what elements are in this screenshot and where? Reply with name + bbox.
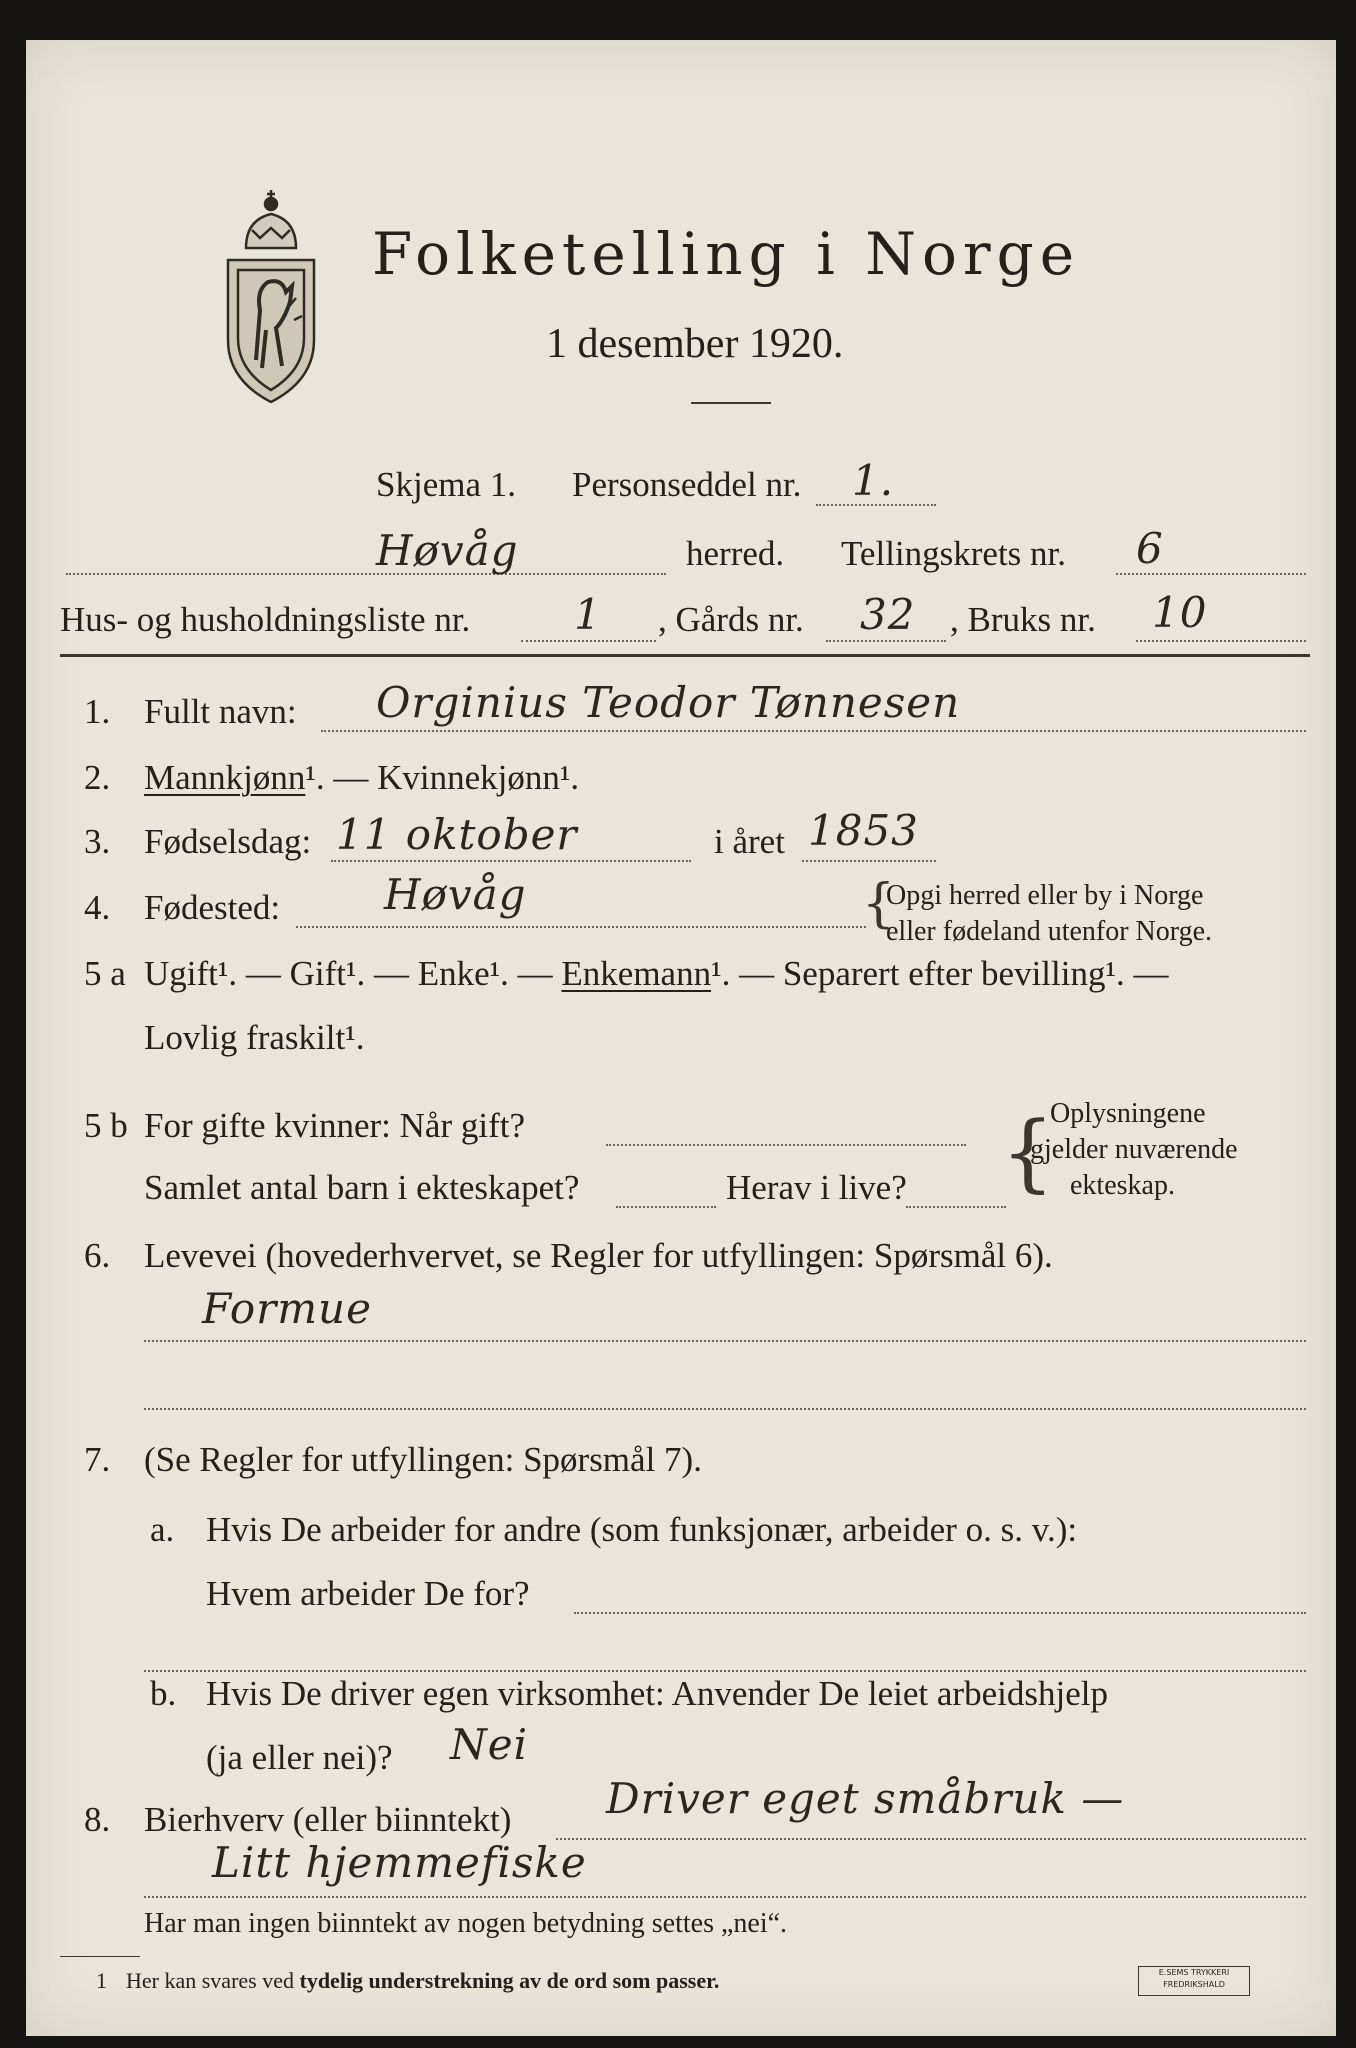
husliste-line (521, 640, 656, 642)
q7b-line1: Hvis De driver egen virksomhet: Anvender De leiet arbeidshjelp (206, 1674, 1108, 1713)
footnote-mark: 1 (96, 1968, 107, 1993)
q6-number: 6. (84, 1236, 111, 1275)
q7-label: (Se Regler for utfyllingen: Spørsmål 7). (144, 1440, 702, 1479)
q3-line (331, 860, 691, 862)
q4-note-line1: Opgi herred eller by i Norge (886, 880, 1204, 911)
q3-year-label: i året (714, 822, 785, 861)
q7b-letter: b. (150, 1674, 177, 1713)
q3-label: Fødselsdag: (144, 822, 312, 861)
q5b-note1: Oplysningene (1050, 1098, 1206, 1129)
q4-line (296, 926, 866, 928)
q5a-enkemann-option: Enkemann (561, 954, 712, 993)
q5a-number: 5 a (84, 954, 126, 993)
tellingskrets-line (1116, 573, 1306, 575)
header-rule (60, 654, 1310, 657)
q8-value1: Driver eget småbruk — (606, 1774, 1125, 1823)
title-divider (691, 402, 771, 404)
q4-value: Høvåg (384, 870, 527, 919)
q7a-line2: Hvem arbeider De for? (206, 1574, 530, 1613)
q7a-line1: Hvis De arbeider for andre (som funksjonær, arbeider o. s. v.): (206, 1510, 1078, 1549)
q5b-number: 5 b (84, 1106, 128, 1145)
q1-number: 1. (84, 692, 111, 731)
q5b-note-brace: { (1001, 1103, 1055, 1201)
skjema-label: Skjema 1. (376, 465, 516, 504)
q4-number: 4. (84, 888, 111, 927)
q3-year-value: 1853 (808, 806, 919, 855)
form-date: 1 desember 1920. (546, 321, 844, 367)
q5a-text-after: ¹. — Separert efter bevilling¹. — (711, 954, 1169, 993)
q5b-note2: gjelder nuværende (1030, 1134, 1238, 1165)
q7a-letter: a. (150, 1510, 175, 1549)
q5b-line2a: Samlet antal barn i ekteskapet? (144, 1168, 580, 1207)
q2-male-option: Mannkjønn (144, 758, 306, 797)
tellingskrets-value: 6 (1136, 524, 1164, 573)
q3-year-line (802, 860, 936, 862)
printer-stamp-line1: E.SEMS TRYKKERI (1158, 1968, 1230, 1977)
q2-answer (144, 758, 579, 798)
q7a-line2-dots (574, 1612, 1306, 1614)
q6-line2 (144, 1408, 1306, 1410)
q1-value: Orginius Teodor Tønnesen (376, 678, 961, 727)
q7b-value: Nei (450, 1720, 529, 1769)
q1-label: Fullt navn: (144, 692, 297, 731)
q7a-line3-dots (144, 1670, 1306, 1672)
personseddel-value: 1. (852, 456, 895, 505)
bruks-label: , Bruks nr. (950, 600, 1096, 639)
footnote-text-b: tydelig understrekning av de ord som passer. (299, 1968, 720, 1993)
printer-stamp (1138, 1966, 1250, 1996)
bruks-line (1136, 640, 1306, 642)
husliste-label: Hus- og husholdningsliste nr. (60, 600, 471, 639)
gards-label: , Gårds nr. (658, 600, 804, 639)
q3-value: 11 oktober (336, 810, 578, 859)
q2-female-option: Kvinnekjønn¹. (377, 758, 580, 797)
q5a-text-before: Ugift¹. — Gift¹. — Enke¹. — (144, 954, 562, 993)
footnote-rule (60, 1956, 140, 1957)
form-title: Folketelling i Norge (372, 220, 1081, 288)
q5a-line2: Lovlig fraskilt¹. (144, 1018, 365, 1057)
q8-value2: Litt hjemmefiske (212, 1838, 587, 1887)
q8-number: 8. (84, 1800, 111, 1839)
herred-line (66, 573, 666, 575)
q4-note-brace: { (862, 874, 896, 934)
q5b-line1: For gifte kvinner: Når gift? (144, 1106, 526, 1145)
footnote-text (126, 1968, 719, 1994)
q8-label: Bierhverv (eller biinntekt) (144, 1800, 512, 1839)
q6-label: Levevei (hovederhvervet, se Regler for utfyllingen: Spørsmål 6). (144, 1236, 1053, 1275)
q8-note: Har man ingen biinntekt av nogen betydning settes „nei“. (144, 1908, 788, 1939)
printer-stamp-line2: FREDRIKSHALD (1163, 1980, 1225, 1989)
herred-value: Høvåg (376, 526, 519, 575)
census-form-page (26, 40, 1336, 2036)
q5a-options (144, 954, 1168, 994)
q1-line (321, 730, 1306, 732)
gards-line (826, 640, 946, 642)
herred-label: herred. (686, 534, 785, 573)
footnote-text-a: Her kan svares ved (126, 1968, 300, 1993)
q6-line1 (144, 1340, 1306, 1342)
coat-of-arms-icon (216, 170, 326, 410)
husliste-value: 1 (574, 590, 602, 639)
q8-line1-dots (556, 1838, 1306, 1840)
q5b-line2b-dots (906, 1206, 1006, 1208)
gards-value: 32 (860, 590, 916, 639)
q5b-note3: ekteskap. (1070, 1170, 1175, 1201)
q6-value: Formue (202, 1284, 372, 1333)
bruks-value: 10 (1152, 588, 1208, 637)
q2-number: 2. (84, 758, 111, 797)
q5b-line1-dots (606, 1144, 966, 1146)
q5b-line2a-dots (616, 1206, 716, 1208)
q2-separator: ¹. — (305, 758, 378, 797)
q8-line2-dots (144, 1896, 1306, 1898)
q3-number: 3. (84, 822, 111, 861)
q7-number: 7. (84, 1440, 111, 1479)
q7b-line2: (ja eller nei)? (206, 1738, 393, 1777)
tellingskrets-label: Tellingskrets nr. (841, 534, 1067, 573)
personseddel-label: Personseddel nr. (572, 465, 802, 504)
q4-note-line2: eller fødeland utenfor Norge. (886, 916, 1213, 947)
q5b-line2b: Herav i live? (726, 1168, 907, 1207)
q4-label: Fødested: (144, 888, 281, 927)
